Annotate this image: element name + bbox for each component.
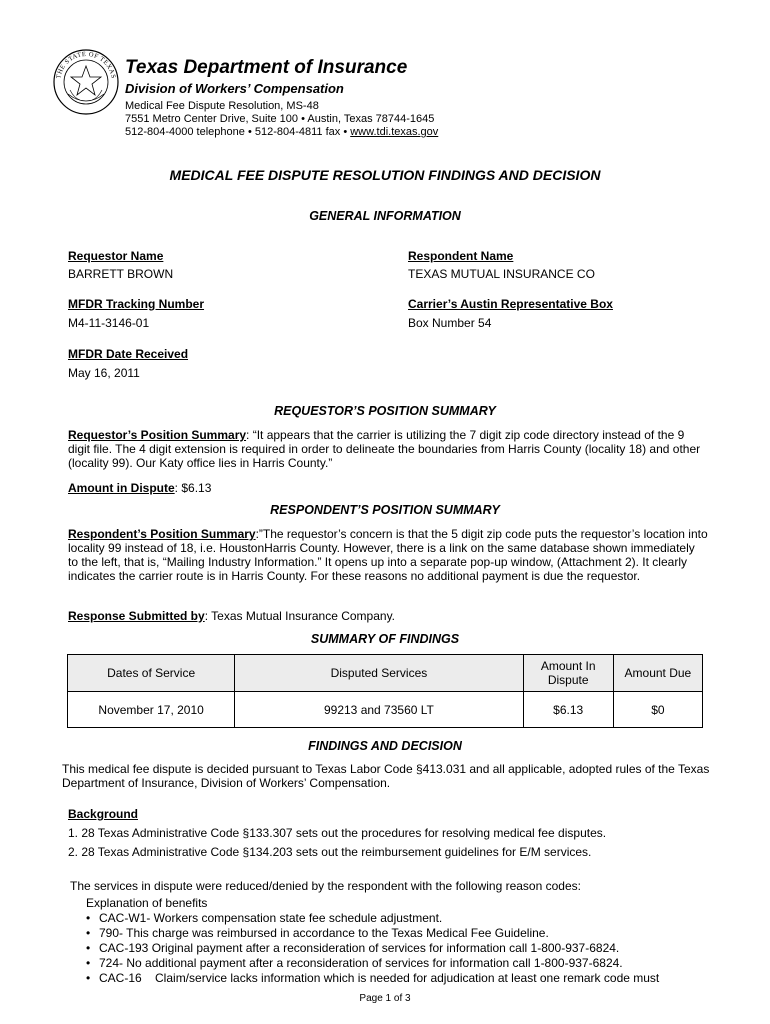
document-title: MEDICAL FEE DISPUTE RESOLUTION FINDINGS AND DECISION <box>169 167 601 183</box>
table-cell: $0 <box>613 692 702 728</box>
list-item: 2. 28 Texas Administrative Code §134.203 sets out the reimbursement guidelines for E/M services. <box>68 845 592 859</box>
respondent-name-value: TEXAS MUTUAL INSURANCE CO <box>408 267 595 281</box>
services-in-dispute-text: The services in dispute were reduced/denied by the respondent with the following reason codes: <box>70 879 581 893</box>
list-item: 1. 28 Texas Administrative Code §133.307 sets out the procedures for resolving medical fee disputes. <box>68 826 607 840</box>
amount-text: : $6.13 <box>174 481 212 495</box>
submitted-label: Response Submitted by <box>68 609 205 623</box>
table-cell: 99213 and 73560 LT <box>235 692 523 728</box>
respondent-summary-label: Respondent’s Position Summary <box>68 527 256 541</box>
general-information-heading: GENERAL INFORMATION <box>309 209 461 223</box>
response-submitted <box>68 609 708 623</box>
respondent-position-summary <box>68 527 708 583</box>
state-seal-icon <box>52 48 120 116</box>
date-received-label: MFDR Date Received <box>68 347 189 361</box>
column-header: Disputed Services <box>235 655 523 692</box>
column-header: Amount In Dispute <box>523 655 613 692</box>
list-item: • CAC-193 Original payment after a reconsideration of services for information call 1-800-937-6824. <box>86 941 706 956</box>
respondent-position-heading: RESPONDENT’S POSITION SUMMARY <box>270 503 500 517</box>
svg-text:THE STATE OF TEXAS: THE STATE OF TEXAS <box>55 50 117 80</box>
tracking-number-value: M4-11-3146-01 <box>68 316 150 330</box>
tracking-number-label: MFDR Tracking Number <box>68 297 205 311</box>
table-cell: November 17, 2010 <box>68 692 235 728</box>
column-header: Amount Due <box>613 655 702 692</box>
list-item: • 724- No additional payment after a reconsideration of services for information call 1-800-937-6824. <box>86 956 706 971</box>
respondent-name-label: Respondent Name <box>408 249 514 263</box>
requestor-summary-label: Requestor’s Position Summary <box>68 428 247 442</box>
section-name: Medical Fee Dispute Resolution, MS-48 <box>125 100 319 112</box>
representative-box-label: Carrier’s Austin Representative Box <box>408 297 613 311</box>
phone-fax: 512-804-4000 telephone • 512-804-4811 fax • <box>125 126 351 138</box>
page-number: Page 1 of 3 <box>359 993 411 1004</box>
agency-name: Texas Department of Insurance <box>125 57 408 78</box>
table-cell: $6.13 <box>523 692 613 728</box>
respondent-summary-text: :”The requestor’s concern is that the 5 digit zip code puts the requestor’s location into locality 99 instead of 18, i.e. HoustonHarris County. However, there is a link on the same database shown immediately to the left, that is, “Mailing Industry Information.” It opens up into a separate pop-up window, (Attachment 2). It clearly indicates the carrier route is in Harris County. For these reasons no additional payment is due the requestor. <box>68 527 708 583</box>
column-header: Dates of Service <box>68 655 235 692</box>
eob-label: Explanation of benefits <box>86 896 208 910</box>
contact-line <box>125 126 438 139</box>
summary-of-findings-heading: SUMMARY OF FINDINGS <box>310 632 460 646</box>
findings-intro: This medical fee dispute is decided pursuant to Texas Labor Code §413.031 and all applicable, adopted rules of the Texas Department of Insurance, Division of Workers’ Compensation. <box>62 762 710 790</box>
website-link[interactable]: www.tdi.texas.gov <box>350 126 439 138</box>
requestor-position-summary <box>68 428 708 470</box>
background-label: Background <box>68 807 139 821</box>
amount-label: Amount in Dispute <box>68 481 175 495</box>
list-item: • CAC-W1- Workers compensation state fee schedule adjustment. <box>86 911 706 926</box>
table-header-row <box>68 655 703 692</box>
amount-in-dispute <box>68 481 708 495</box>
submitted-text: : Texas Mutual Insurance Company. <box>204 609 396 623</box>
findings-and-decision-heading: FINDINGS AND DECISION <box>308 739 462 753</box>
list-item: • 790- This charge was reimbursed in accordance to the Texas Medical Fee Guideline. <box>86 926 706 941</box>
division-name: Division of Workers’ Compensation <box>125 81 344 96</box>
requestor-position-heading: REQUESTOR’S POSITION SUMMARY <box>274 404 496 418</box>
background-list <box>68 826 718 860</box>
date-received-value: May 16, 2011 <box>68 366 140 380</box>
requestor-name-value: BARRETT BROWN <box>68 267 174 281</box>
requestor-summary-text: : “It appears that the carrier is utilizing the 7 digit zip code directory instead of the 9 digit file. The 4 digit extension is required in order to delineate the boundaries from Harris County (locality 18) and other (locality 99). Our Katy office lies in Harris County.” <box>68 428 701 470</box>
address-line: 7551 Metro Center Drive, Suite 100 • Austin, Texas 78744-1645 <box>125 113 435 125</box>
requestor-name-label: Requestor Name <box>68 249 164 263</box>
findings-table <box>67 654 703 728</box>
representative-box-value: Box Number 54 <box>408 316 492 330</box>
list-item: • CAC-16 Claim/service lacks information which is needed for adjudication at least one remark code must <box>86 971 706 986</box>
reason-codes-list <box>86 911 706 986</box>
table-row <box>68 692 703 728</box>
